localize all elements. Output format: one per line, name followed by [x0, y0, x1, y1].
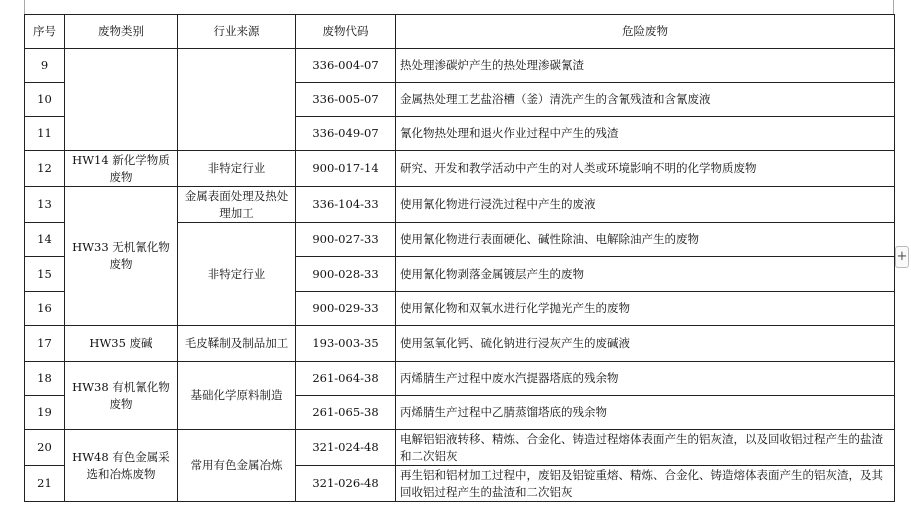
waste-category: HW33 无机氰化物废物: [65, 187, 178, 326]
waste-category: HW14 新化学物质废物: [65, 151, 178, 187]
waste-description: 使用氰化物进行表面硬化、碱性除油、电解除油产生的废物: [396, 223, 895, 257]
row-number: 20: [25, 430, 65, 466]
row-number: 16: [25, 292, 65, 326]
waste-code: 336-104-33: [296, 187, 396, 223]
waste-description: 使用氰化物剥落金属镀层产生的废物: [396, 257, 895, 292]
waste-description: 电解铝铝液转移、精炼、合金化、铸造过程熔体表面产生的铝灰渣，以及回收铝过程产生的盐渣和二次铝灰: [396, 430, 895, 466]
row-number: 15: [25, 257, 65, 292]
waste-code: 336-005-07: [296, 83, 396, 117]
header-waste-code: 废物代码: [296, 15, 396, 49]
waste-description: 金属热处理工艺盐浴槽（釜）清洗产生的含氰残渣和含氰废液: [396, 83, 895, 117]
industry-source: 非特定行业: [178, 151, 296, 187]
table-row: [25, 326, 895, 362]
row-number: 9: [25, 49, 65, 83]
source-cell-empty: [178, 49, 296, 151]
waste-code: 321-024-48: [296, 430, 396, 466]
header-hazardous-waste: 危险废物: [396, 15, 895, 49]
hazardous-waste-table: [24, 14, 895, 502]
waste-description: 使用氰化物进行浸洗过程中产生的废液: [396, 187, 895, 223]
waste-code: 900-029-33: [296, 292, 396, 326]
table-header-row: [25, 15, 895, 49]
table-row: [25, 362, 895, 396]
header-category: 废物类别: [65, 15, 178, 49]
industry-source: 毛皮鞣制及制品加工: [178, 326, 296, 362]
row-number: 10: [25, 83, 65, 117]
waste-code: 261-065-38: [296, 396, 396, 430]
waste-description: 热处理渗碳炉产生的热处理渗碳氰渣: [396, 49, 895, 83]
table-row: [25, 187, 895, 223]
row-number: 11: [25, 117, 65, 151]
industry-source: 非特定行业: [178, 223, 296, 326]
waste-category: HW35 废碱: [65, 326, 178, 362]
row-number: 14: [25, 223, 65, 257]
header-serial: 序号: [25, 15, 65, 49]
waste-description: 使用氢氧化钙、硫化钠进行浸灰产生的废碱液: [396, 326, 895, 362]
waste-code: 261-064-38: [296, 362, 396, 396]
waste-description: 丙烯腈生产过程中乙腈蒸馏塔底的残余物: [396, 396, 895, 430]
row-number: 21: [25, 466, 65, 502]
category-cell-empty: [65, 49, 178, 151]
industry-source: 常用有色金属冶炼: [178, 430, 296, 502]
table-row: [25, 430, 895, 466]
waste-code: 900-017-14: [296, 151, 396, 187]
waste-code: 900-028-33: [296, 257, 396, 292]
waste-description: 再生铝和铝材加工过程中，废铝及铝锭重熔、精炼、合金化、铸造熔体表面产生的铝灰渣，及其回收铝过程产生的盐渣和二次铝灰: [396, 466, 895, 502]
plus-icon: +: [896, 249, 908, 264]
row-number: 19: [25, 396, 65, 430]
table-row: [25, 49, 895, 83]
waste-description: 丙烯腈生产过程中废水汽提器塔底的残余物: [396, 362, 895, 396]
waste-code: 321-026-48: [296, 466, 396, 502]
waste-category: HW48 有色金属采选和冶炼废物: [65, 430, 178, 502]
waste-code: 193-003-35: [296, 326, 396, 362]
page-edge: [24, 0, 894, 14]
waste-description: 氰化物热处理和退火作业过程中产生的残渣: [396, 117, 895, 151]
header-industry-source: 行业来源: [178, 15, 296, 49]
waste-description: 使用氰化物和双氧水进行化学抛光产生的废物: [396, 292, 895, 326]
expand-plus-button[interactable]: [895, 246, 909, 268]
industry-source: 金属表面处理及热处理加工: [178, 187, 296, 223]
waste-code: 336-049-07: [296, 117, 396, 151]
row-number: 17: [25, 326, 65, 362]
row-number: 18: [25, 362, 65, 396]
row-number: 13: [25, 187, 65, 223]
waste-category: HW38 有机氰化物废物: [65, 362, 178, 430]
waste-code: 336-004-07: [296, 49, 396, 83]
table-row: [25, 151, 895, 187]
row-number: 12: [25, 151, 65, 187]
waste-description: 研究、开发和教学活动中产生的对人类或环境影响不明的化学物质废物: [396, 151, 895, 187]
industry-source: 基础化学原料制造: [178, 362, 296, 430]
waste-code: 900-027-33: [296, 223, 396, 257]
